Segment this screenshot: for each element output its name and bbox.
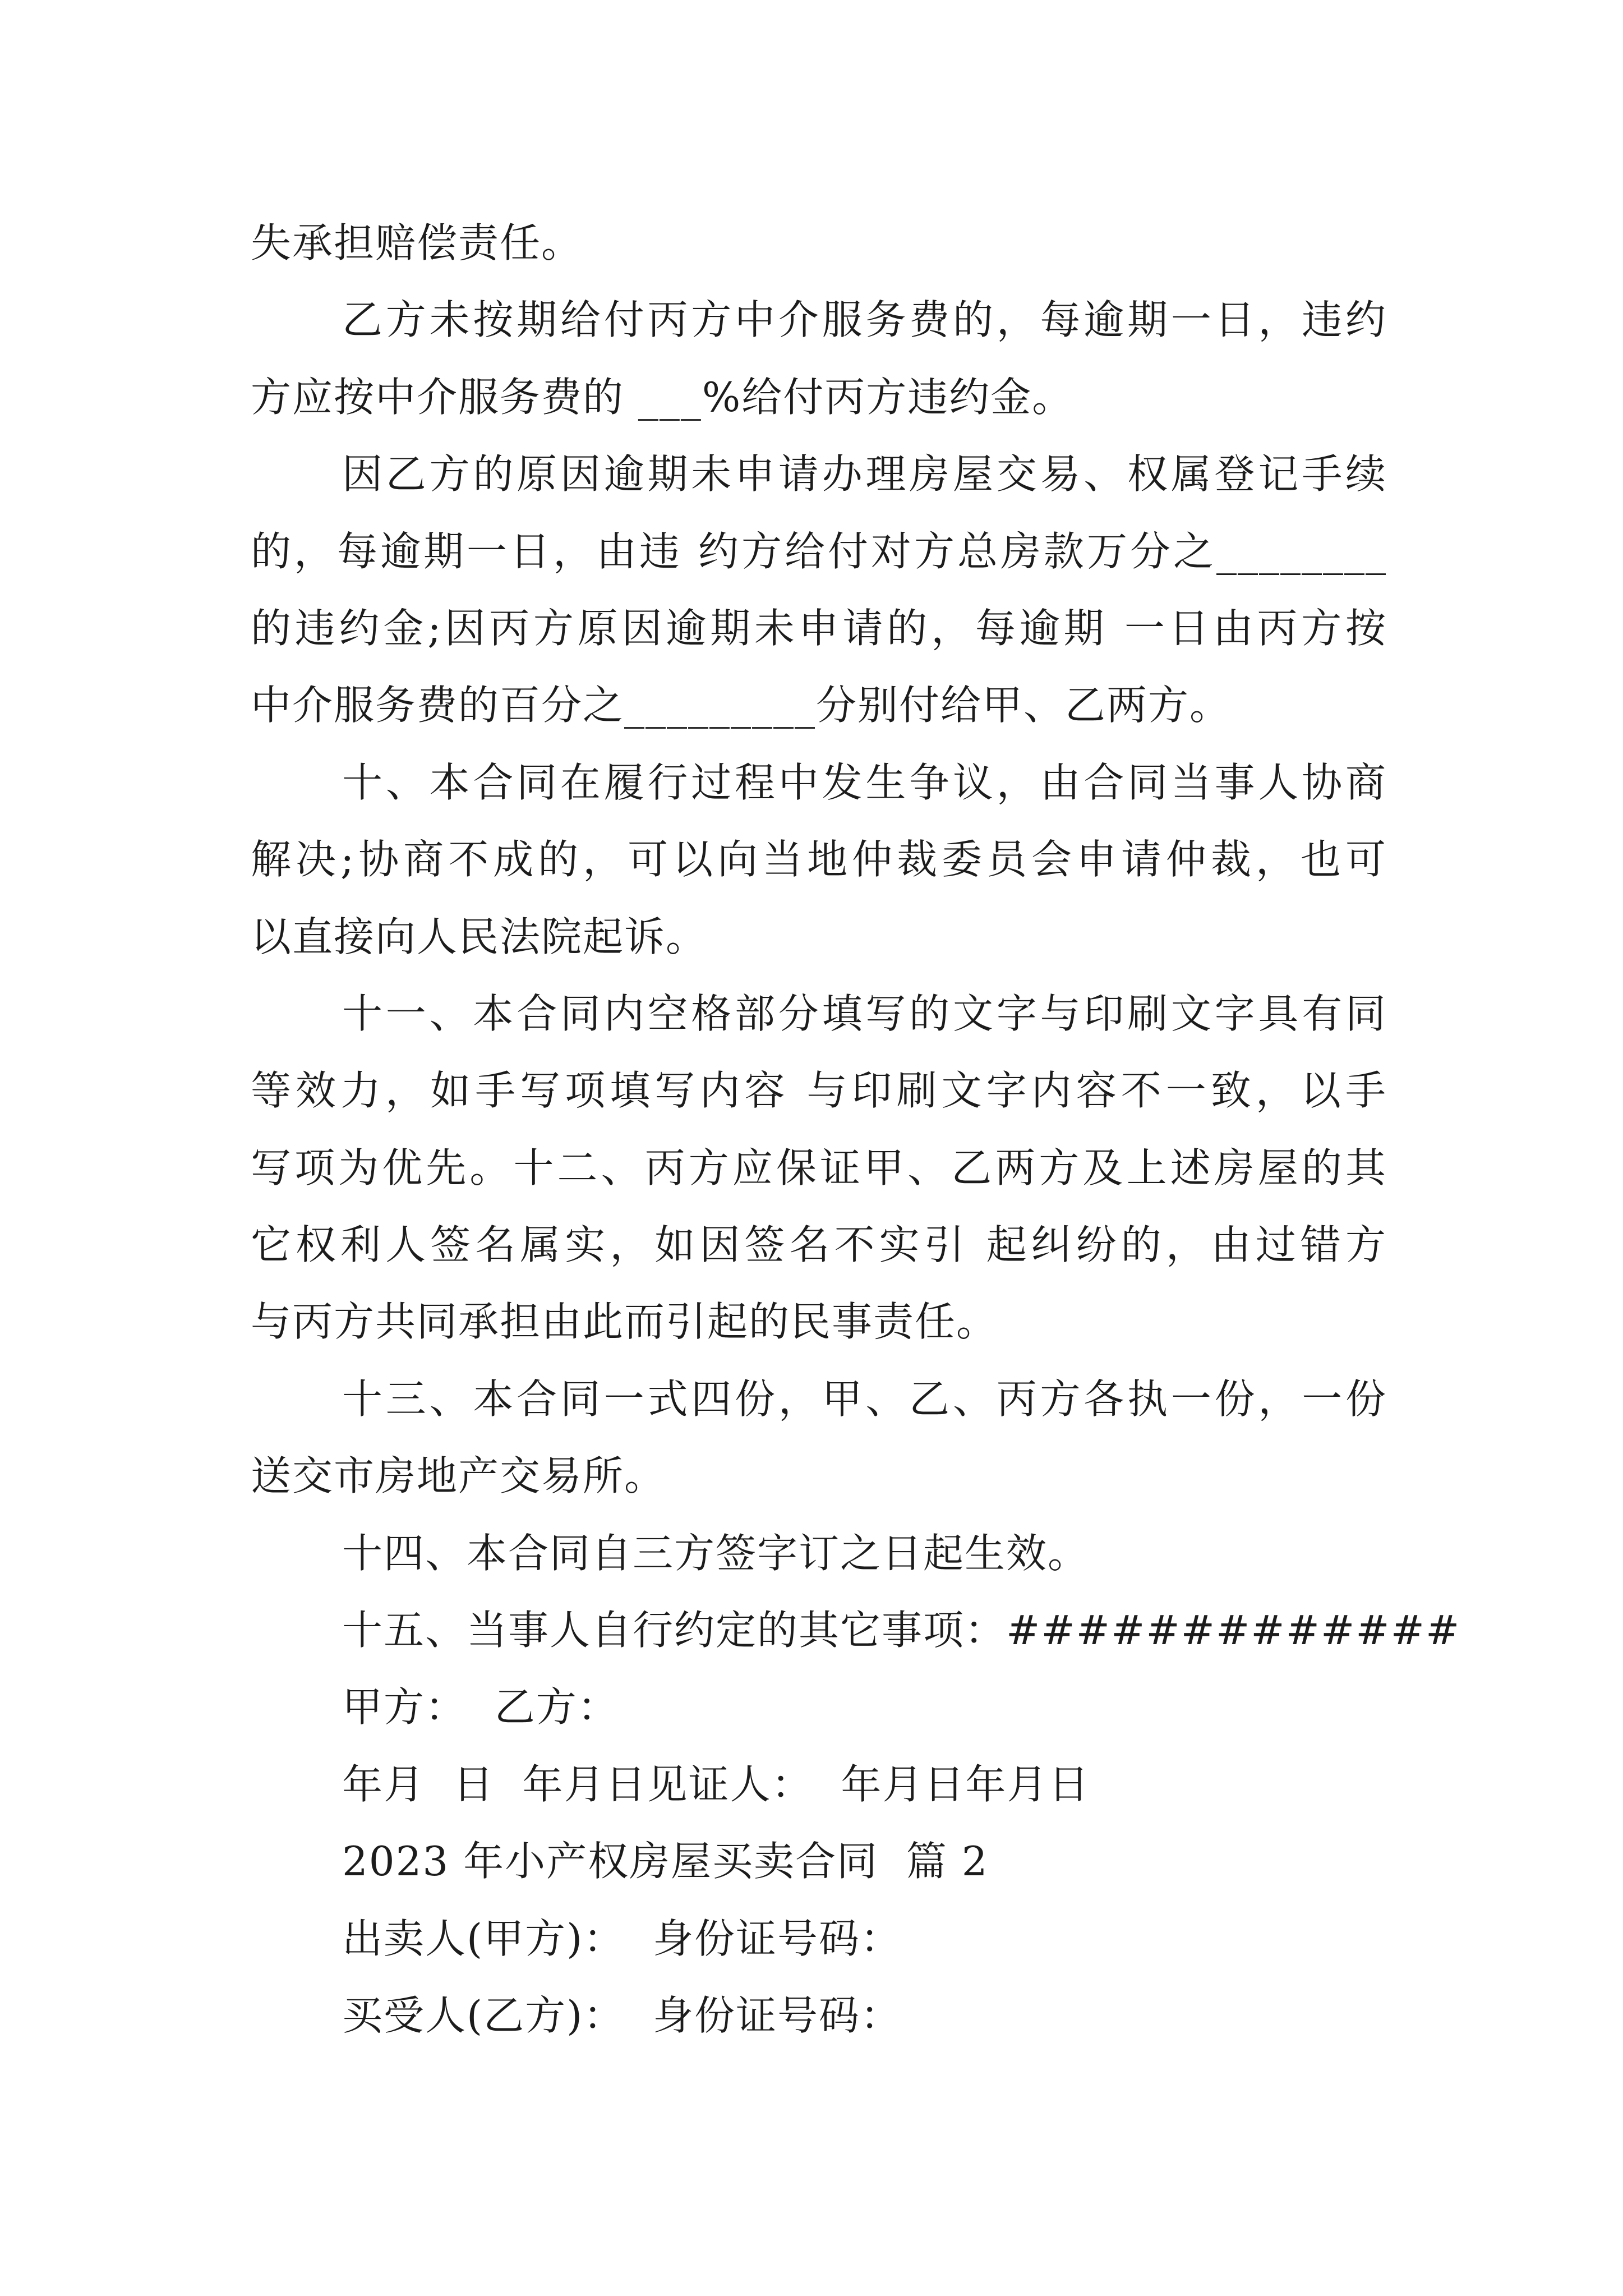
text-line: 十一、本合同内空格部分填写的文字与印刷文字具有同 [342, 990, 1387, 1037]
clause-15-other-matters [251, 1592, 1461, 1669]
text-line: 中介服务费的百分之_________分别付给甲、乙两方。 [251, 682, 1232, 729]
signature-line: 甲方： 乙方： [342, 1683, 619, 1731]
text-line: 十五、当事人自行约定的其它事项：############# [342, 1607, 1461, 1654]
text-line: 与丙方共同承担由此而引起的民事责任。 [251, 1298, 998, 1346]
seller-info [251, 1901, 1387, 1977]
signature-parties [251, 1669, 1387, 1746]
text-line: 因乙方的原因逾期未申请办理房屋交易、权属登记手续 [342, 450, 1387, 498]
text-line: 解决;协商不成的，可以向当地仲裁委员会申请仲裁，也可 [251, 836, 1387, 884]
clause-10-disputes [251, 744, 1387, 976]
text-line: 写项为优先。十二、丙方应保证甲、乙两方及上述房屋的其 [251, 1144, 1387, 1191]
text-line: 送交市房地产交易所。 [251, 1452, 666, 1500]
clause-11-12-validity [251, 976, 1387, 1361]
signature-dates [251, 1746, 1387, 1823]
text-line: 方应按中介服务费的 ___%给付丙方违约金。 [251, 373, 1074, 421]
text-line: 等效力，如手写项填写内容 与印刷文字内容不一致，以手 [251, 1067, 1387, 1115]
section-title [251, 1823, 1387, 1900]
paragraph-registration-delay [251, 436, 1387, 744]
text-line: 的违约金;因丙方原因逾期未申请的，每逾期 一日由丙方按 [251, 604, 1387, 652]
signature-date-line: 年月 日 年月日见证人： 年月日年月日 [342, 1760, 1090, 1808]
paragraph-continuation [251, 205, 1387, 282]
text-line: 十四、本合同自三方签字订之日起生效。 [342, 1529, 1090, 1577]
text-line: 十三、本合同一式四份，甲、乙、丙方各执一份，一份 [342, 1375, 1387, 1423]
buyer-info [251, 1977, 1387, 2054]
text-line: 以直接向人民法院起诉。 [251, 913, 708, 960]
section-title-text: 2023 年小产权房屋买卖合同 篇 2 [342, 1838, 989, 1885]
seller-line: 出卖人(甲方)： 身份证号码： [342, 1915, 902, 1962]
text-line: 十、本合同在履行过程中发生争议，由合同当事人协商 [342, 758, 1387, 806]
document-body [251, 205, 1461, 2054]
paragraph-service-fee-penalty [251, 282, 1387, 436]
text-line: 失承担赔偿责任。 [251, 219, 583, 266]
text-line: 的，每逾期一日，由违 约方给付对方总房款万分之________ [251, 527, 1387, 575]
clause-13-copies [251, 1361, 1387, 1515]
buyer-line: 买受人(乙方)： 身份证号码： [342, 1991, 902, 2039]
clause-14-effective [251, 1515, 1387, 1592]
text-line: 它权利人签名属实，如因签名不实引 起纠纷的，由过错方 [251, 1221, 1387, 1269]
text-line: 乙方未按期给付丙方中介服务费的，每逾期一日，违约 [342, 296, 1387, 344]
